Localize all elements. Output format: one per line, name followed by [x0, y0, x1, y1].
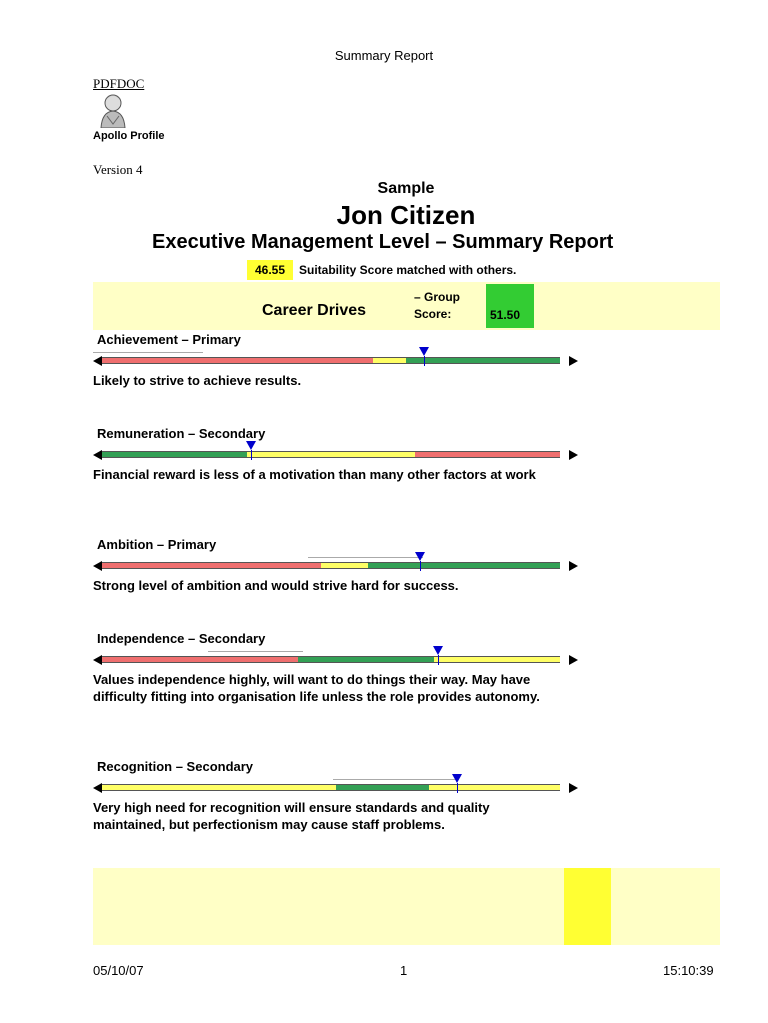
- footer-page: 1: [400, 963, 408, 978]
- section-band: [93, 282, 720, 330]
- drive-scale: [93, 561, 578, 571]
- apollo-profile-label: Apollo Profile: [93, 130, 165, 142]
- scale-left-arrow-icon: [93, 356, 102, 366]
- scale-right-arrow-icon: [569, 561, 578, 571]
- header-title: Summary Report: [334, 48, 434, 63]
- scale-segment-green: [298, 656, 433, 663]
- scale-segment-red: [102, 656, 298, 663]
- group-label-line2: Score:: [414, 307, 452, 321]
- score-marker-icon: [246, 441, 256, 450]
- score-marker-line: [438, 655, 439, 665]
- drive-scale: [93, 450, 578, 460]
- bottom-band: [93, 868, 720, 945]
- scale-segment-yellow: [373, 357, 406, 364]
- scale-left-arrow-icon: [93, 655, 102, 665]
- section-title: Career Drives: [262, 302, 367, 319]
- scale-segment-yellow: [429, 784, 560, 791]
- scale-segment-yellow: [247, 451, 415, 458]
- apollo-logo-icon: [96, 92, 130, 128]
- suitability-score: 46.55: [247, 260, 293, 280]
- scale-segment-yellow: [321, 562, 368, 569]
- scale-segment-red: [102, 357, 373, 364]
- score-marker-icon: [433, 646, 443, 655]
- bottom-yellow-block: [564, 868, 611, 945]
- score-marker-line: [251, 450, 252, 460]
- scale-segment-green: [102, 451, 247, 458]
- scale-segment-green: [336, 784, 429, 791]
- report-sample: Sample: [377, 180, 435, 197]
- drive-title-underline: [308, 557, 423, 558]
- scale-left-arrow-icon: [93, 561, 102, 571]
- drive-title: Achievement – Primary: [97, 332, 241, 347]
- drive-description: Strong level of ambition and would strive hard for success.: [93, 578, 459, 593]
- drive-scale: [93, 655, 578, 665]
- scale-right-arrow-icon: [569, 783, 578, 793]
- group-score-label: [414, 289, 460, 323]
- drive-description: Very high need for recognition will ensure standards and quality maintained, but perfectionism may cause staff problems.: [93, 800, 490, 832]
- score-marker-line: [424, 356, 425, 366]
- group-label-line1: – Group: [414, 290, 461, 304]
- drive-title: Independence – Secondary: [97, 631, 266, 646]
- group-score-value: 51.50: [490, 308, 521, 322]
- suitability-label: Suitability Score matched with others.: [299, 263, 517, 277]
- drive-scale: [93, 783, 578, 793]
- drive-title-underline: [93, 352, 203, 353]
- drive-title: Ambition – Primary: [97, 537, 217, 552]
- version-label: Version 4: [93, 162, 143, 177]
- scale-right-arrow-icon: [569, 356, 578, 366]
- scale-segment-yellow: [434, 656, 560, 663]
- scale-segment-green: [476, 357, 560, 364]
- scale-left-arrow-icon: [93, 783, 102, 793]
- drive-scale: [93, 356, 578, 366]
- score-marker-icon: [415, 552, 425, 561]
- group-score-box: [486, 284, 534, 328]
- drive-title: Recognition – Secondary: [97, 759, 254, 774]
- footer-date: 05/10/07: [93, 963, 144, 978]
- drive-title-underline: [208, 651, 303, 652]
- pdfdoc-link[interactable]: PDFDOC: [93, 76, 145, 91]
- drive-title: Remuneration – Secondary: [97, 426, 266, 441]
- drive-description: Values independence highly, will want to do things their way. May have difficulty fitting into organisation life unless the role provides autonomy.: [93, 672, 540, 704]
- scale-right-arrow-icon: [569, 655, 578, 665]
- drive-description: Financial reward is less of a motivation than many other factors at work: [93, 467, 536, 482]
- score-marker-line: [420, 561, 421, 571]
- scale-segment-green: [443, 562, 560, 569]
- scale-left-arrow-icon: [93, 450, 102, 460]
- scale-segment-red: [415, 451, 560, 458]
- scale-segment-red: [102, 562, 321, 569]
- scale-segment-green: [406, 357, 476, 364]
- drive-title-underline: [333, 779, 458, 780]
- score-marker-line: [457, 783, 458, 793]
- scale-segment-yellow: [102, 784, 336, 791]
- score-marker-icon: [452, 774, 462, 783]
- footer-time: 15:10:39: [663, 963, 714, 978]
- report-subtitle: Executive Management Level – Summary Report: [152, 231, 614, 253]
- scale-right-arrow-icon: [569, 450, 578, 460]
- scale-segment-green: [368, 562, 443, 569]
- candidate-name: Jon Citizen: [336, 200, 476, 230]
- drive-description: Likely to strive to achieve results.: [93, 373, 302, 388]
- score-marker-icon: [419, 347, 429, 356]
